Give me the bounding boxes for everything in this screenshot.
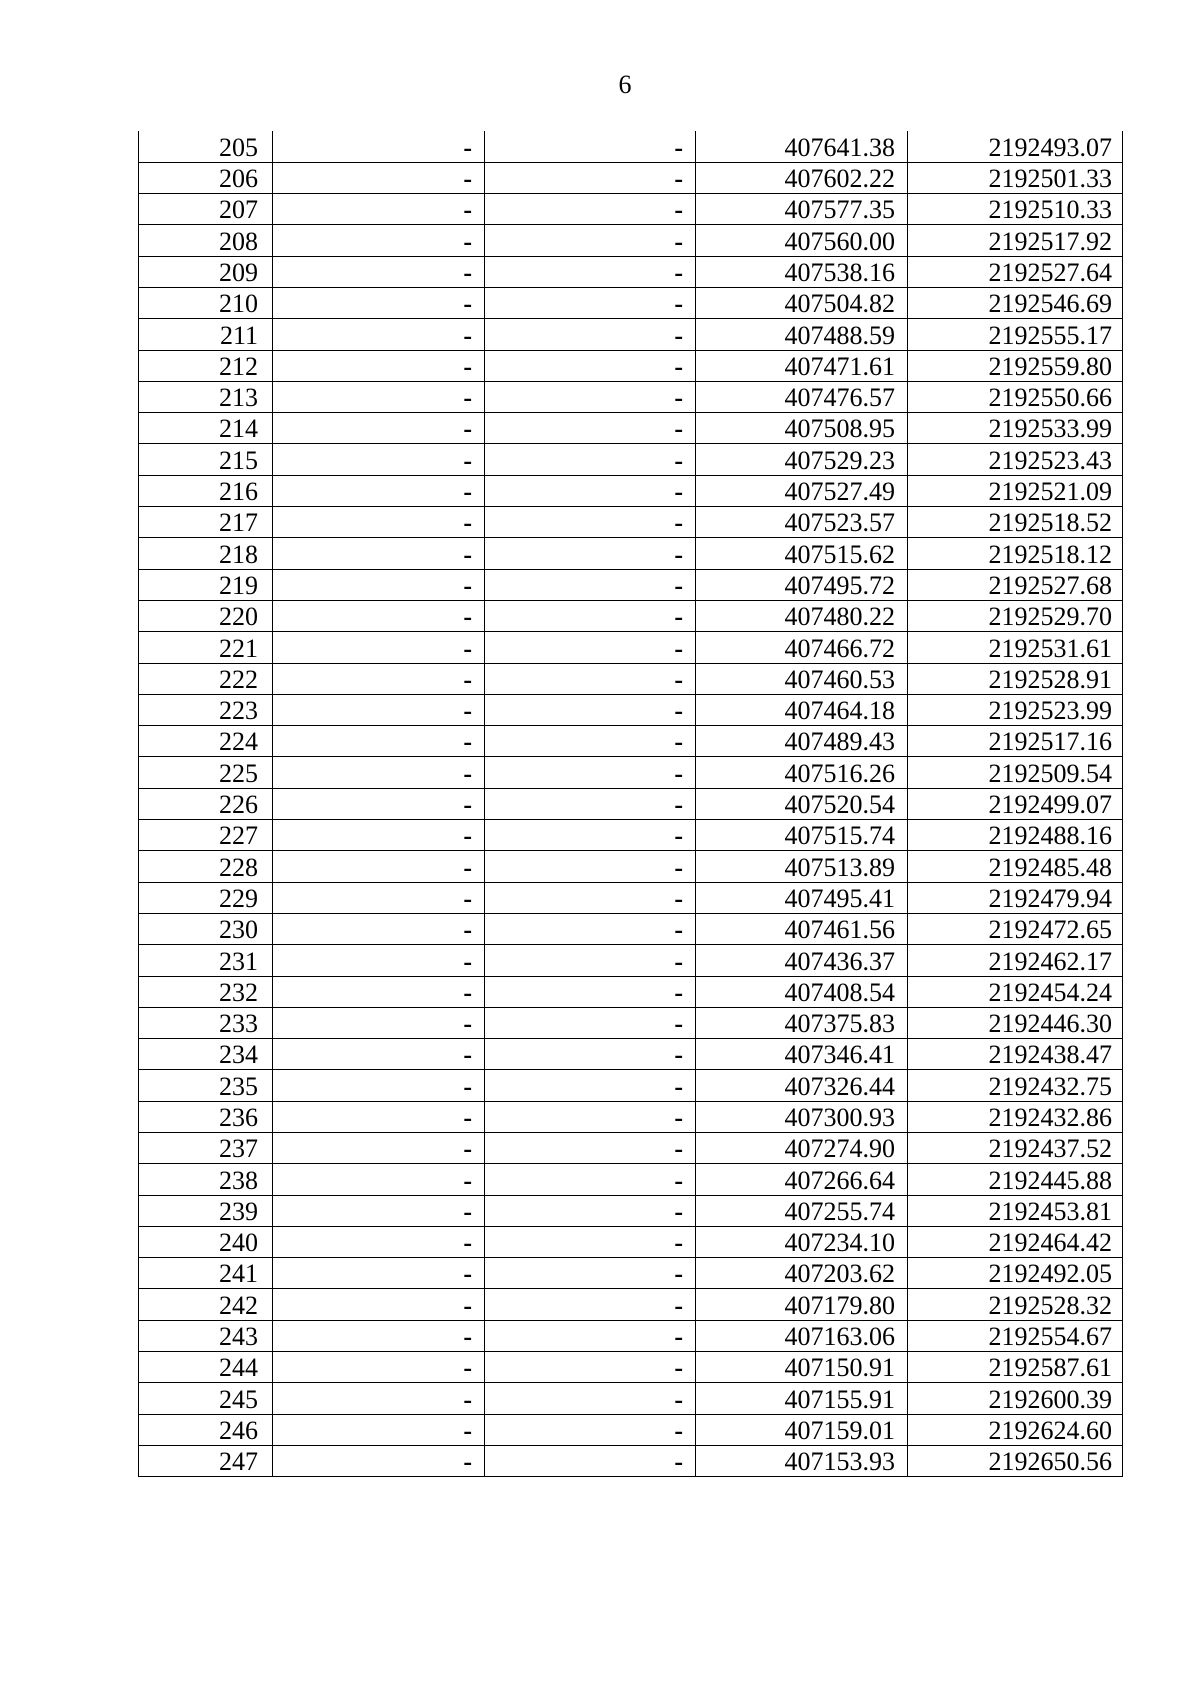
column-2-cell: - — [273, 350, 485, 381]
y-coordinate-cell: 2192518.52 — [908, 507, 1123, 538]
y-coordinate-cell: 2192472.65 — [908, 913, 1123, 944]
table-row — [139, 1039, 1123, 1070]
column-2-cell: - — [273, 256, 485, 287]
point-number-cell: 213 — [139, 381, 273, 412]
table-row — [139, 319, 1123, 350]
point-number-cell: 240 — [139, 1226, 273, 1257]
x-coordinate-cell: 407203.62 — [696, 1258, 908, 1289]
column-2-cell: - — [273, 1101, 485, 1132]
x-coordinate-cell: 407234.10 — [696, 1226, 908, 1257]
table-row — [139, 1101, 1123, 1132]
point-number-cell: 230 — [139, 913, 273, 944]
point-number-cell: 246 — [139, 1414, 273, 1445]
y-coordinate-cell: 2192559.80 — [908, 350, 1123, 381]
table-row — [139, 1226, 1123, 1257]
table-row — [139, 820, 1123, 851]
point-number-cell: 206 — [139, 162, 273, 193]
table-row — [139, 1258, 1123, 1289]
x-coordinate-cell: 407300.93 — [696, 1101, 908, 1132]
column-3-cell: - — [485, 569, 696, 600]
column-2-cell: - — [273, 507, 485, 538]
x-coordinate-cell: 407255.74 — [696, 1195, 908, 1226]
y-coordinate-cell: 2192527.68 — [908, 569, 1123, 600]
table-row — [139, 225, 1123, 256]
y-coordinate-cell: 2192517.16 — [908, 726, 1123, 757]
column-2-cell: - — [273, 444, 485, 475]
table-row — [139, 162, 1123, 193]
table-row — [139, 882, 1123, 913]
y-coordinate-cell: 2192587.61 — [908, 1352, 1123, 1383]
point-number-cell: 223 — [139, 694, 273, 725]
x-coordinate-cell: 407159.01 — [696, 1414, 908, 1445]
column-2-cell: - — [273, 162, 485, 193]
x-coordinate-cell: 407471.61 — [696, 350, 908, 381]
table-body — [139, 131, 1123, 1477]
column-3-cell: - — [485, 945, 696, 976]
column-2-cell: - — [273, 1289, 485, 1320]
table-row — [139, 1195, 1123, 1226]
y-coordinate-cell: 2192528.91 — [908, 663, 1123, 694]
column-3-cell: - — [485, 131, 696, 162]
column-3-cell: - — [485, 1414, 696, 1445]
table-row — [139, 1352, 1123, 1383]
column-2-cell: - — [273, 820, 485, 851]
point-number-cell: 228 — [139, 851, 273, 882]
column-3-cell: - — [485, 632, 696, 663]
column-3-cell: - — [485, 287, 696, 318]
point-number-cell: 242 — [139, 1289, 273, 1320]
table-row — [139, 694, 1123, 725]
y-coordinate-cell: 2192479.94 — [908, 882, 1123, 913]
x-coordinate-cell: 407488.59 — [696, 319, 908, 350]
table-row — [139, 663, 1123, 694]
table-row — [139, 632, 1123, 663]
table-row — [139, 851, 1123, 882]
y-coordinate-cell: 2192432.86 — [908, 1101, 1123, 1132]
column-2-cell: - — [273, 569, 485, 600]
x-coordinate-cell: 407513.89 — [696, 851, 908, 882]
y-coordinate-cell: 2192518.12 — [908, 538, 1123, 569]
x-coordinate-cell: 407516.26 — [696, 757, 908, 788]
y-coordinate-cell: 2192510.33 — [908, 194, 1123, 225]
y-coordinate-cell: 2192521.09 — [908, 475, 1123, 506]
y-coordinate-cell: 2192464.42 — [908, 1226, 1123, 1257]
column-2-cell: - — [273, 851, 485, 882]
point-number-cell: 233 — [139, 1007, 273, 1038]
y-coordinate-cell: 2192492.05 — [908, 1258, 1123, 1289]
table-row — [139, 913, 1123, 944]
page-number: 6 — [618, 70, 632, 99]
column-3-cell: - — [485, 1320, 696, 1351]
y-coordinate-cell: 2192600.39 — [908, 1383, 1123, 1414]
column-2-cell: - — [273, 1195, 485, 1226]
table-row — [139, 945, 1123, 976]
y-coordinate-cell: 2192517.92 — [908, 225, 1123, 256]
x-coordinate-cell: 407274.90 — [696, 1133, 908, 1164]
x-coordinate-cell: 407523.57 — [696, 507, 908, 538]
y-coordinate-cell: 2192509.54 — [908, 757, 1123, 788]
y-coordinate-cell: 2192624.60 — [908, 1414, 1123, 1445]
column-3-cell: - — [485, 1133, 696, 1164]
point-number-cell: 247 — [139, 1445, 273, 1476]
column-2-cell: - — [273, 1352, 485, 1383]
x-coordinate-cell: 407515.62 — [696, 538, 908, 569]
column-2-cell: - — [273, 1039, 485, 1070]
column-3-cell: - — [485, 882, 696, 913]
column-2-cell: - — [273, 319, 485, 350]
column-2-cell: - — [273, 287, 485, 318]
column-3-cell: - — [485, 444, 696, 475]
column-3-cell: - — [485, 319, 696, 350]
x-coordinate-cell: 407527.49 — [696, 475, 908, 506]
column-2-cell: - — [273, 1007, 485, 1038]
point-number-cell: 215 — [139, 444, 273, 475]
column-3-cell: - — [485, 726, 696, 757]
x-coordinate-cell: 407515.74 — [696, 820, 908, 851]
column-3-cell: - — [485, 913, 696, 944]
point-number-cell: 243 — [139, 1320, 273, 1351]
point-number-cell: 207 — [139, 194, 273, 225]
table-row — [139, 350, 1123, 381]
y-coordinate-cell: 2192453.81 — [908, 1195, 1123, 1226]
point-number-cell: 236 — [139, 1101, 273, 1132]
table-row — [139, 1320, 1123, 1351]
x-coordinate-cell: 407489.43 — [696, 726, 908, 757]
table-row — [139, 1383, 1123, 1414]
table-row — [139, 475, 1123, 506]
table-row — [139, 788, 1123, 819]
table-row — [139, 256, 1123, 287]
column-3-cell: - — [485, 600, 696, 631]
y-coordinate-cell: 2192533.99 — [908, 413, 1123, 444]
table-row — [139, 1445, 1123, 1476]
y-coordinate-cell: 2192462.17 — [908, 945, 1123, 976]
y-coordinate-cell: 2192528.32 — [908, 1289, 1123, 1320]
column-2-cell: - — [273, 381, 485, 412]
y-coordinate-cell: 2192501.33 — [908, 162, 1123, 193]
column-2-cell: - — [273, 1226, 485, 1257]
y-coordinate-cell: 2192523.43 — [908, 444, 1123, 475]
table-row — [139, 1414, 1123, 1445]
y-coordinate-cell: 2192554.67 — [908, 1320, 1123, 1351]
point-number-cell: 244 — [139, 1352, 273, 1383]
column-2-cell: - — [273, 757, 485, 788]
column-2-cell: - — [273, 1320, 485, 1351]
column-3-cell: - — [485, 757, 696, 788]
column-2-cell: - — [273, 1445, 485, 1476]
column-3-cell: - — [485, 1070, 696, 1101]
column-2-cell: - — [273, 1164, 485, 1195]
y-coordinate-cell: 2192523.99 — [908, 694, 1123, 725]
y-coordinate-cell: 2192546.69 — [908, 287, 1123, 318]
point-number-cell: 232 — [139, 976, 273, 1007]
y-coordinate-cell: 2192438.47 — [908, 1039, 1123, 1070]
point-number-cell: 224 — [139, 726, 273, 757]
table-row — [139, 507, 1123, 538]
table-row — [139, 569, 1123, 600]
point-number-cell: 205 — [139, 131, 273, 162]
x-coordinate-cell: 407602.22 — [696, 162, 908, 193]
y-coordinate-cell: 2192432.75 — [908, 1070, 1123, 1101]
y-coordinate-cell: 2192555.17 — [908, 319, 1123, 350]
column-3-cell: - — [485, 1258, 696, 1289]
point-number-cell: 210 — [139, 287, 273, 318]
point-number-cell: 216 — [139, 475, 273, 506]
y-coordinate-cell: 2192529.70 — [908, 600, 1123, 631]
y-coordinate-cell: 2192493.07 — [908, 131, 1123, 162]
point-number-cell: 237 — [139, 1133, 273, 1164]
column-3-cell: - — [485, 256, 696, 287]
table-row — [139, 976, 1123, 1007]
point-number-cell: 209 — [139, 256, 273, 287]
table-row — [139, 444, 1123, 475]
table-row — [139, 726, 1123, 757]
y-coordinate-cell: 2192446.30 — [908, 1007, 1123, 1038]
table-row — [139, 1289, 1123, 1320]
column-3-cell: - — [485, 1383, 696, 1414]
column-2-cell: - — [273, 1070, 485, 1101]
column-2-cell: - — [273, 413, 485, 444]
column-3-cell: - — [485, 976, 696, 1007]
y-coordinate-cell: 2192527.64 — [908, 256, 1123, 287]
point-number-cell: 234 — [139, 1039, 273, 1070]
column-3-cell: - — [485, 1445, 696, 1476]
x-coordinate-cell: 407153.93 — [696, 1445, 908, 1476]
table-row — [139, 600, 1123, 631]
y-coordinate-cell: 2192650.56 — [908, 1445, 1123, 1476]
column-2-cell: - — [273, 538, 485, 569]
x-coordinate-cell: 407577.35 — [696, 194, 908, 225]
table-row — [139, 1007, 1123, 1038]
y-coordinate-cell: 2192550.66 — [908, 381, 1123, 412]
column-2-cell: - — [273, 131, 485, 162]
x-coordinate-cell: 407461.56 — [696, 913, 908, 944]
column-3-cell: - — [485, 194, 696, 225]
x-coordinate-cell: 407641.38 — [696, 131, 908, 162]
x-coordinate-cell: 407529.23 — [696, 444, 908, 475]
point-number-cell: 231 — [139, 945, 273, 976]
y-coordinate-cell: 2192485.48 — [908, 851, 1123, 882]
column-2-cell: - — [273, 788, 485, 819]
point-number-cell: 219 — [139, 569, 273, 600]
y-coordinate-cell: 2192488.16 — [908, 820, 1123, 851]
column-3-cell: - — [485, 663, 696, 694]
column-3-cell: - — [485, 1164, 696, 1195]
column-3-cell: - — [485, 1007, 696, 1038]
x-coordinate-cell: 407495.41 — [696, 882, 908, 913]
column-2-cell: - — [273, 632, 485, 663]
x-coordinate-cell: 407495.72 — [696, 569, 908, 600]
x-coordinate-cell: 407155.91 — [696, 1383, 908, 1414]
point-number-cell: 229 — [139, 882, 273, 913]
y-coordinate-cell: 2192531.61 — [908, 632, 1123, 663]
point-number-cell: 218 — [139, 538, 273, 569]
column-3-cell: - — [485, 1195, 696, 1226]
point-number-cell: 227 — [139, 820, 273, 851]
table-row — [139, 1070, 1123, 1101]
x-coordinate-cell: 407560.00 — [696, 225, 908, 256]
column-2-cell: - — [273, 194, 485, 225]
table-row — [139, 757, 1123, 788]
column-2-cell: - — [273, 663, 485, 694]
point-number-cell: 225 — [139, 757, 273, 788]
column-2-cell: - — [273, 1383, 485, 1414]
table-row — [139, 131, 1123, 162]
point-number-cell: 217 — [139, 507, 273, 538]
column-2-cell: - — [273, 600, 485, 631]
table-row — [139, 381, 1123, 412]
column-2-cell: - — [273, 945, 485, 976]
table-row — [139, 1164, 1123, 1195]
column-3-cell: - — [485, 851, 696, 882]
column-3-cell: - — [485, 1101, 696, 1132]
table-row — [139, 413, 1123, 444]
column-3-cell: - — [485, 820, 696, 851]
x-coordinate-cell: 407460.53 — [696, 663, 908, 694]
y-coordinate-cell: 2192445.88 — [908, 1164, 1123, 1195]
x-coordinate-cell: 407520.54 — [696, 788, 908, 819]
x-coordinate-cell: 407464.18 — [696, 694, 908, 725]
point-number-cell: 220 — [139, 600, 273, 631]
point-number-cell: 208 — [139, 225, 273, 256]
column-2-cell: - — [273, 1414, 485, 1445]
x-coordinate-cell: 407476.57 — [696, 381, 908, 412]
point-number-cell: 221 — [139, 632, 273, 663]
column-3-cell: - — [485, 381, 696, 412]
point-number-cell: 214 — [139, 413, 273, 444]
x-coordinate-cell: 407480.22 — [696, 600, 908, 631]
column-2-cell: - — [273, 1133, 485, 1164]
column-2-cell: - — [273, 225, 485, 256]
column-3-cell: - — [485, 162, 696, 193]
x-coordinate-cell: 407266.64 — [696, 1164, 908, 1195]
x-coordinate-cell: 407508.95 — [696, 413, 908, 444]
x-coordinate-cell: 407504.82 — [696, 287, 908, 318]
table-row — [139, 194, 1123, 225]
point-number-cell: 211 — [139, 319, 273, 350]
table-row — [139, 538, 1123, 569]
column-3-cell: - — [485, 350, 696, 381]
x-coordinate-cell: 407408.54 — [696, 976, 908, 1007]
point-number-cell: 235 — [139, 1070, 273, 1101]
column-3-cell: - — [485, 694, 696, 725]
column-3-cell: - — [485, 1226, 696, 1257]
column-3-cell: - — [485, 1039, 696, 1070]
table-row — [139, 287, 1123, 318]
coordinates-table — [138, 131, 1123, 1477]
point-number-cell: 226 — [139, 788, 273, 819]
point-number-cell: 245 — [139, 1383, 273, 1414]
y-coordinate-cell: 2192437.52 — [908, 1133, 1123, 1164]
x-coordinate-cell: 407436.37 — [696, 945, 908, 976]
x-coordinate-cell: 407163.06 — [696, 1320, 908, 1351]
y-coordinate-cell: 2192454.24 — [908, 976, 1123, 1007]
x-coordinate-cell: 407326.44 — [696, 1070, 908, 1101]
point-number-cell: 241 — [139, 1258, 273, 1289]
x-coordinate-cell: 407179.80 — [696, 1289, 908, 1320]
column-3-cell: - — [485, 475, 696, 506]
point-number-cell: 238 — [139, 1164, 273, 1195]
x-coordinate-cell: 407346.41 — [696, 1039, 908, 1070]
x-coordinate-cell: 407466.72 — [696, 632, 908, 663]
column-3-cell: - — [485, 225, 696, 256]
column-3-cell: - — [485, 413, 696, 444]
x-coordinate-cell: 407150.91 — [696, 1352, 908, 1383]
column-3-cell: - — [485, 788, 696, 819]
column-3-cell: - — [485, 507, 696, 538]
point-number-cell: 222 — [139, 663, 273, 694]
table-row — [139, 1133, 1123, 1164]
column-3-cell: - — [485, 1352, 696, 1383]
column-2-cell: - — [273, 726, 485, 757]
column-2-cell: - — [273, 976, 485, 1007]
point-number-cell: 239 — [139, 1195, 273, 1226]
column-3-cell: - — [485, 1289, 696, 1320]
column-2-cell: - — [273, 882, 485, 913]
column-2-cell: - — [273, 1258, 485, 1289]
column-3-cell: - — [485, 538, 696, 569]
y-coordinate-cell: 2192499.07 — [908, 788, 1123, 819]
column-2-cell: - — [273, 913, 485, 944]
column-2-cell: - — [273, 475, 485, 506]
point-number-cell: 212 — [139, 350, 273, 381]
column-2-cell: - — [273, 694, 485, 725]
x-coordinate-cell: 407538.16 — [696, 256, 908, 287]
x-coordinate-cell: 407375.83 — [696, 1007, 908, 1038]
